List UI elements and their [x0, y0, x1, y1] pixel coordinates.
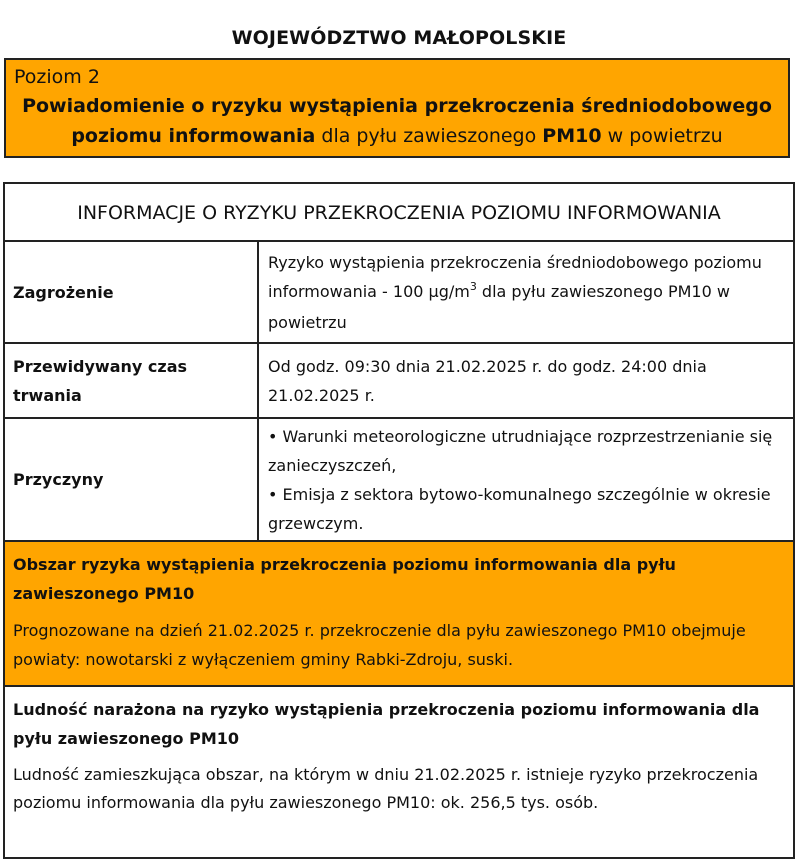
cause-item-1: • Warunki meteorologiczne utrudniające rozprzestrzenianie się zanieczyszczeń, [268, 426, 773, 475]
threat-text-b: dla pyłu zawieszonego PM10 w powietrzu [268, 281, 730, 332]
risk-area-title: Obszar ryzyka wystąpienia przekroczenia poziomu informowania dla pyłu zawieszonego PM10 [13, 555, 676, 603]
risk-area-text: Prognozowane na dzień 21.02.2025 r. przekroczenie dla pyłu zawieszonego PM10 obejmuje powiaty: nowotarski z wyłączeniem gminy Rabki-Zdroju, suski. [13, 621, 746, 669]
alert-title-bold-a: poziomu informowania [71, 125, 316, 147]
row-label-threat: Zagrożenie [5, 242, 259, 342]
alert-title-mid: dla pyłu zawieszonego [315, 125, 543, 147]
alert-title-end: w powietrzu [601, 125, 723, 147]
level-label: Poziom 2 [14, 66, 100, 88]
table-row-duration [5, 344, 793, 419]
threat-text-a: Ryzyko wystąpienia przekroczenia średniodobowego poziomu informowania - 100 µg/m [268, 252, 762, 301]
threat-superscript: 3 [469, 279, 477, 293]
info-header: INFORMACJE O RYZYKU PRZEKROCZENIA POZIOMU INFORMOWANIA [5, 184, 793, 242]
region-title: WOJEWÓDZTWO MAŁOPOLSKIE [231, 27, 567, 49]
population-section [5, 687, 793, 859]
info-table [3, 182, 795, 859]
alert-title-bold-b: PM10 [542, 125, 602, 147]
population-text: Ludność zamieszkująca obszar, na którym w dniu 21.02.2025 r. istnieje ryzyko przekroczenia poziomu informowania dla pyłu zawieszonego PM10: ok. 256,5 tys. osób. [13, 765, 759, 812]
row-label-causes: Przyczyny [5, 419, 259, 540]
row-value-causes [259, 419, 793, 540]
row-value-threat [259, 242, 793, 342]
alert-level-box [4, 58, 790, 158]
table-row-threat [5, 242, 793, 344]
risk-area-section [5, 542, 793, 687]
cause-item-2: • Emisja z sektora bytowo-komunalnego szczególnie w okresie grzewczym. [268, 484, 771, 533]
population-title: Ludność narażona na ryzyko wystąpienia przekroczenia poziomu informowania dla pyłu zawieszonego PM10 [13, 700, 760, 748]
row-label-duration: Przewidywany czas trwania [5, 344, 259, 417]
duration-text: Od godz. 09:30 dnia 21.02.2025 r. do godz. 24:00 dnia 21.02.2025 r. [268, 356, 707, 405]
table-row-causes [5, 419, 793, 542]
alert-title-line-1: Powiadomienie o ryzyku wystąpienia przekroczenia średniodobowego [22, 95, 772, 117]
row-value-duration [259, 344, 793, 417]
alert-title-line-2 [6, 125, 788, 147]
